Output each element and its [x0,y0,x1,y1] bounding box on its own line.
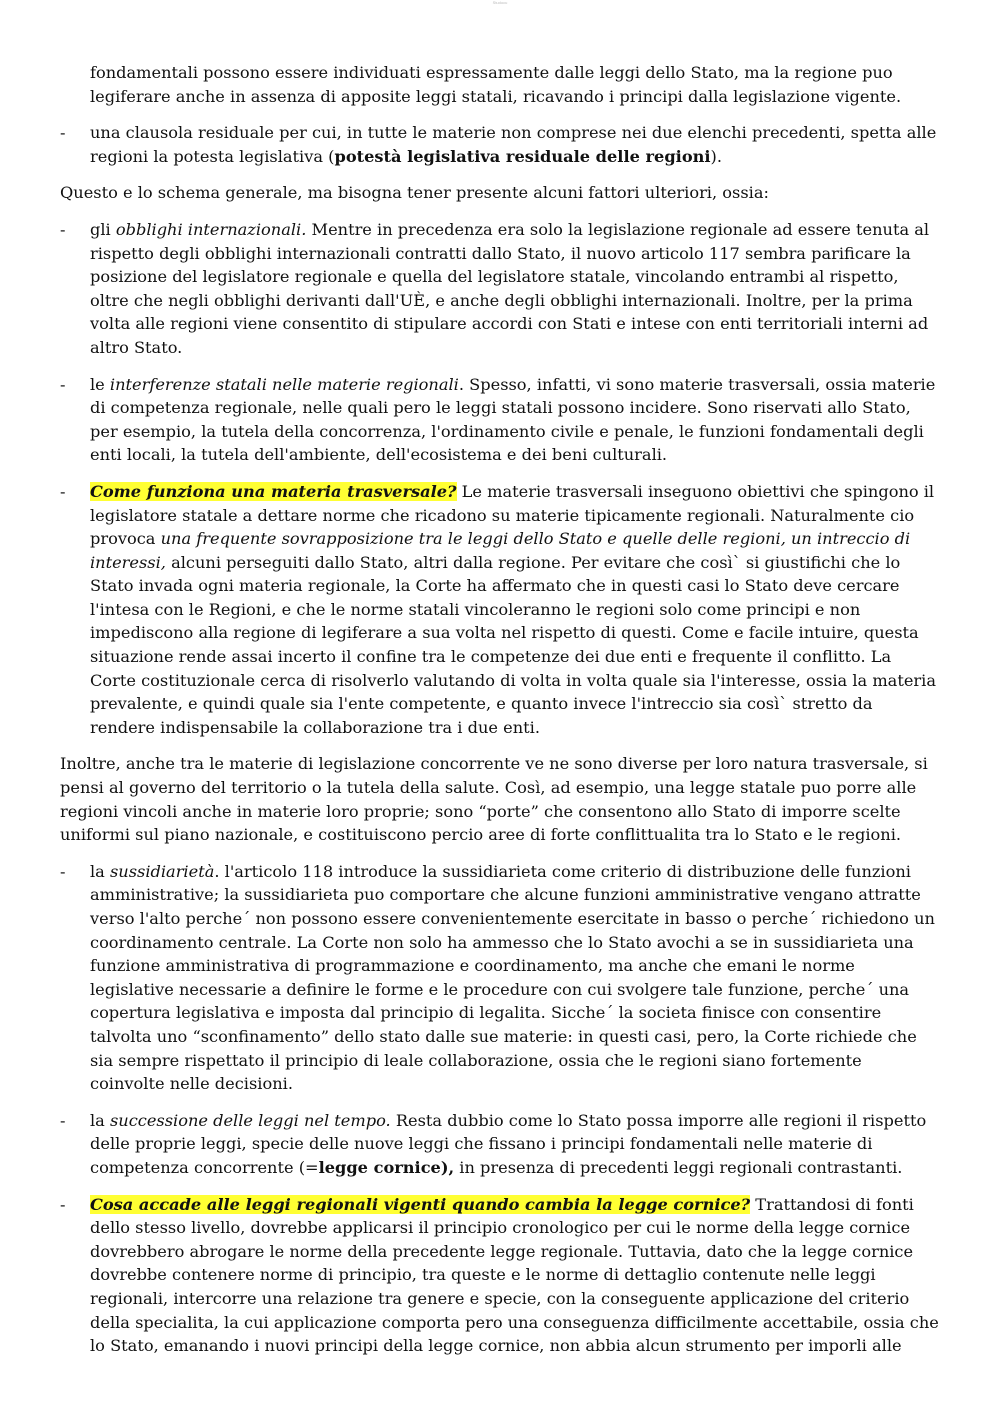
text: . Spesso, infatti, vi sono materie trasversali, ossia materie di competenza regionale, nelle quali pero le leggi statali possono incidere. Sono riservati allo Stato, per esempio, la tutela della concorrenza, l'ordinamento civile e penale, le funzioni fondamentali degli enti locali, la tutela dell'ambiente, dell'ecosistema e dei beni culturali. [90,374,936,465]
bullet-dash: - [60,123,66,143]
text: Questo e lo schema generale, ma bisogna tener presente alcuni fattori ulteriori, ossia: [60,183,769,203]
continued-paragraph [60,61,940,108]
body-paragraph [60,181,940,205]
text: in presenza di precedenti leggi regionali contrastanti. [454,1157,903,1177]
list-item-residual-clause [60,121,940,168]
bullet-dash: - [60,861,66,881]
highlighted-question: Come funziona una materia trasversale? [90,481,457,501]
document-page [60,61,940,1371]
text: fondamentali possono essere individuati espressamente dalle leggi dello Stato, ma la regione puo legiferare anche in assenza di apposite leggi statali, ricavando i principi dalla legislazione vigente. [90,63,902,106]
bold-term: legge cornice), [318,1157,455,1177]
text: la [90,861,110,881]
text: alcuni perseguiti dallo Stato, altri dalla regione. Per evitare che così` si giustifichi che lo Stato invada ogni materia regionale, la Corte ha affermato che in questi casi lo Stato deve cercare l'intesa con le Regioni, e che le norme statali vincoleranno le regioni solo come principi e non impediscono alla regione di legiferare a sua volta nel rispetto di questi. Come e facile intuire, questa situazione rende assai incerto il confine tra le competenze dei due enti e frequente il conflitto. La Corte costituzionale cerca di risolverlo valutando di volta in volta quale sia l'interesse, ossia la materia prevalente, e quindi quale sia l'ente competente, e quanto invece l'intreccio sia così` stretto da rendere indispensabile la collaborazione tra i due enti. [90,552,936,737]
bullet-dash: - [60,374,66,394]
text: Trattandosi di fonti dello stesso livello, dovrebbe applicarsi il principio cronologico per cui le norme della legge cornice dovrebbero abrogare le norme della precedente legge regionale. Tuttavia, dato che la legge cornice dovrebbe contenere norme di principio, tra queste e le norme di dettaglio contenute nelle leggi regionali, intercorre una relazione tra genere e specie, con la conseguente applicazione del criterio della specialita, la cui applicazione comporta pero una conseguenza difficilmente accettabile, ossia che lo Stato, emanando i nuovi principi della legge cornice, non abbia alcun strumento per imporli alle [90,1194,939,1356]
text: la [90,1110,110,1130]
list-item-international-obligations [60,218,940,360]
text: le [90,374,110,394]
list-item-subsidiarity [60,860,940,1096]
bold-term: potestà legislativa residuale delle regioni [334,146,711,166]
bullet-dash: - [60,219,66,239]
list-item-succession-of-laws [60,1109,940,1180]
text: una clausola residuale per cui, in tutte le materie non comprese nei due elenchi precedenti, spetta alle regioni la potesta legislativa ( [90,123,937,166]
text: Le materie trasversali inseguono obiettivi che spingono il legislatore statale a dettare norme che ricadono su materie tipicamente regionali. Naturalmente cio provoca [90,481,935,549]
header-watermark: Studocu [492,0,508,5]
italic-phrase: una frequente sovrapposizione tra le leggi dello Stato e quelle delle regioni, un intreccio di interessi, [90,529,911,572]
italic-term: interferenze statali nelle materie regionali [109,374,459,394]
list-item-transversal-question [60,480,940,740]
body-paragraph [60,752,940,846]
text: Mentre in precedenza era solo la legislazione regionale ad essere tenuta al rispetto degli obblighi internazionali contratti dallo Stato, il nuovo articolo 117 sembra parificare la posizione del legislatore regionale e quella del legislatore statale, vincolando entrambi al rispetto, oltre che negli obblighi derivanti dall'UÈ, e anche degli obblighi internazionali. Inoltre, per la prima volta alle regioni viene consentito di stipulare accordi con Stati e intese con enti territoriali interni ad altro Stato. [90,219,930,357]
list-item-state-interference [60,373,940,467]
text: . l'articolo 118 introduce la sussidiarieta come criterio di distribuzione delle funzioni amministrative; la sussidiarieta puo comportare che alcune funzioni amministrative vengano attratte verso l'alto perche´ non possono essere convenientemente esercitate in basso o perche´ richiedono un coordinamento centrale. La Corte non solo ha ammesso che lo Stato avochi a se in sussidiarieta una funzione amministrativa di programmazione e coordinamento, ma anche che emani le norme legislative necessarie a definire le forme e le procedure con cui svolgere tale funzione, perche´ una copertura legislativa e imposta dal principio di legalita. Sicche´ la societa finisce con consentire talvolta uno “sconfinamento” dello stato dalle sue materie: in questi casi, pero, la Corte richiede che sia sempre rispettato il principio di leale collaborazione, ossia che le regioni siano fortemente coinvolte nelle decisioni. [90,861,935,1094]
list-item-framework-law-question [60,1193,940,1358]
highlighted-question: Cosa accade alle leggi regionali vigenti quando cambia la legge cornice? [90,1194,751,1214]
italic-term: successione delle leggi nel tempo. [109,1110,391,1130]
italic-term: sussidiarietà [109,861,215,881]
text: Resta dubbio come lo Stato possa imporre alle regioni il rispetto delle proprie leggi, specie delle nuove leggi che fissano i principi fondamentali nelle materie di competenza concorrente (= [90,1110,927,1177]
text: Inoltre, anche tra le materie di legislazione concorrente ve ne sono diverse per loro natura trasversale, si pensi al governo del territorio o la tutela della salute. Così, ad esempio, una legge statale puo porre alle regioni vincoli anche in materie loro proprie; sono “porte” che consentono allo Stato di imporre scelte uniformi sul piano nazionale, e costituiscono percio aree di forte conflittualita tra lo Stato e le regioni. [60,754,928,845]
text: gli [90,219,116,239]
bullet-dash: - [60,481,66,501]
bullet-dash: - [60,1110,66,1130]
bullet-dash: - [60,1194,66,1214]
text: ). [710,146,723,166]
italic-term: obblighi internazionali. [115,219,307,239]
